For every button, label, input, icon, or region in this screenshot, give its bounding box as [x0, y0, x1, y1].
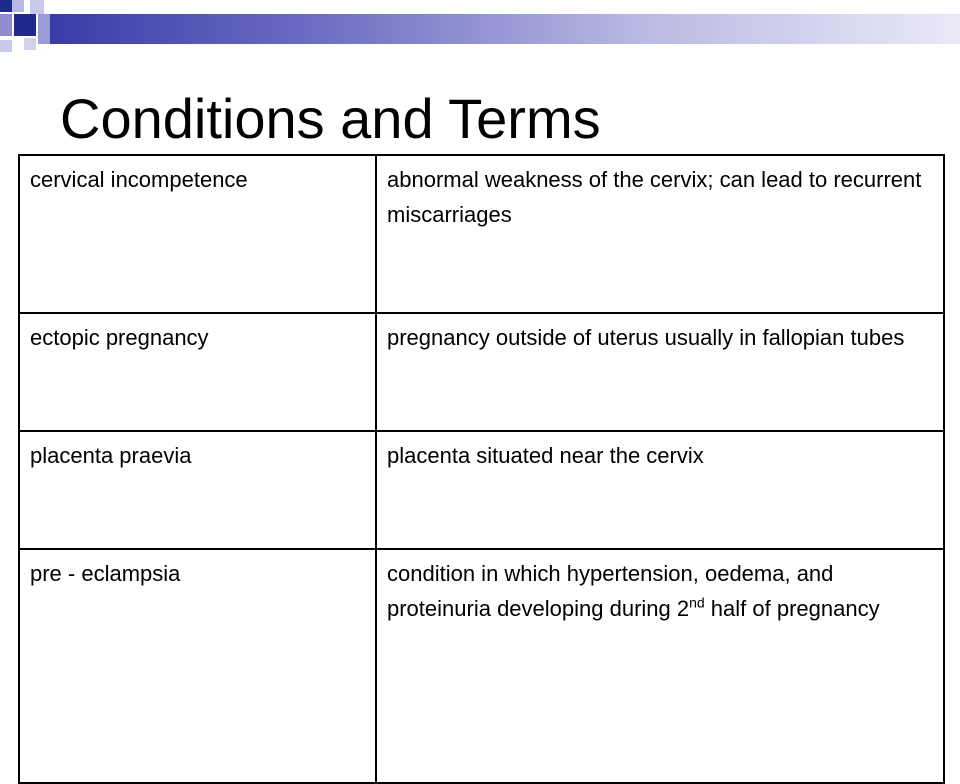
table-row: [19, 155, 944, 313]
definition-cell: pregnancy outside of uterus usually in fallopian tubes: [376, 313, 944, 431]
slide-title: Conditions and Terms: [60, 87, 601, 150]
deco-square: [0, 0, 12, 12]
header-gradient-bar: [50, 14, 960, 44]
table-row: [19, 431, 944, 549]
header-decoration: [0, 0, 960, 60]
term-cell: pre - eclampsia: [19, 549, 376, 783]
term-cell: ectopic pregnancy: [19, 313, 376, 431]
table-row: [19, 549, 944, 783]
deco-square: [0, 40, 12, 52]
definition-cell: abnormal weakness of the cervix; can lead to recurrent miscarriages: [376, 155, 944, 313]
ordinal-suffix: nd: [689, 594, 705, 611]
definition-text: condition in which hypertension, oedema, and proteinuria developing during 2: [387, 561, 834, 621]
deco-square: [12, 0, 24, 12]
definition-cell: placenta situated near the cervix: [376, 431, 944, 549]
term-cell: placenta praevia: [19, 431, 376, 549]
deco-square: [38, 14, 50, 44]
definition-text: half of pregnancy: [704, 596, 880, 621]
table-row: [19, 313, 944, 431]
deco-square: [30, 0, 44, 14]
deco-square: [14, 14, 36, 36]
terms-table: [18, 154, 945, 784]
term-cell: cervical incompetence: [19, 155, 376, 313]
deco-square: [24, 38, 36, 50]
deco-square: [0, 14, 12, 36]
definition-cell: [376, 549, 944, 783]
